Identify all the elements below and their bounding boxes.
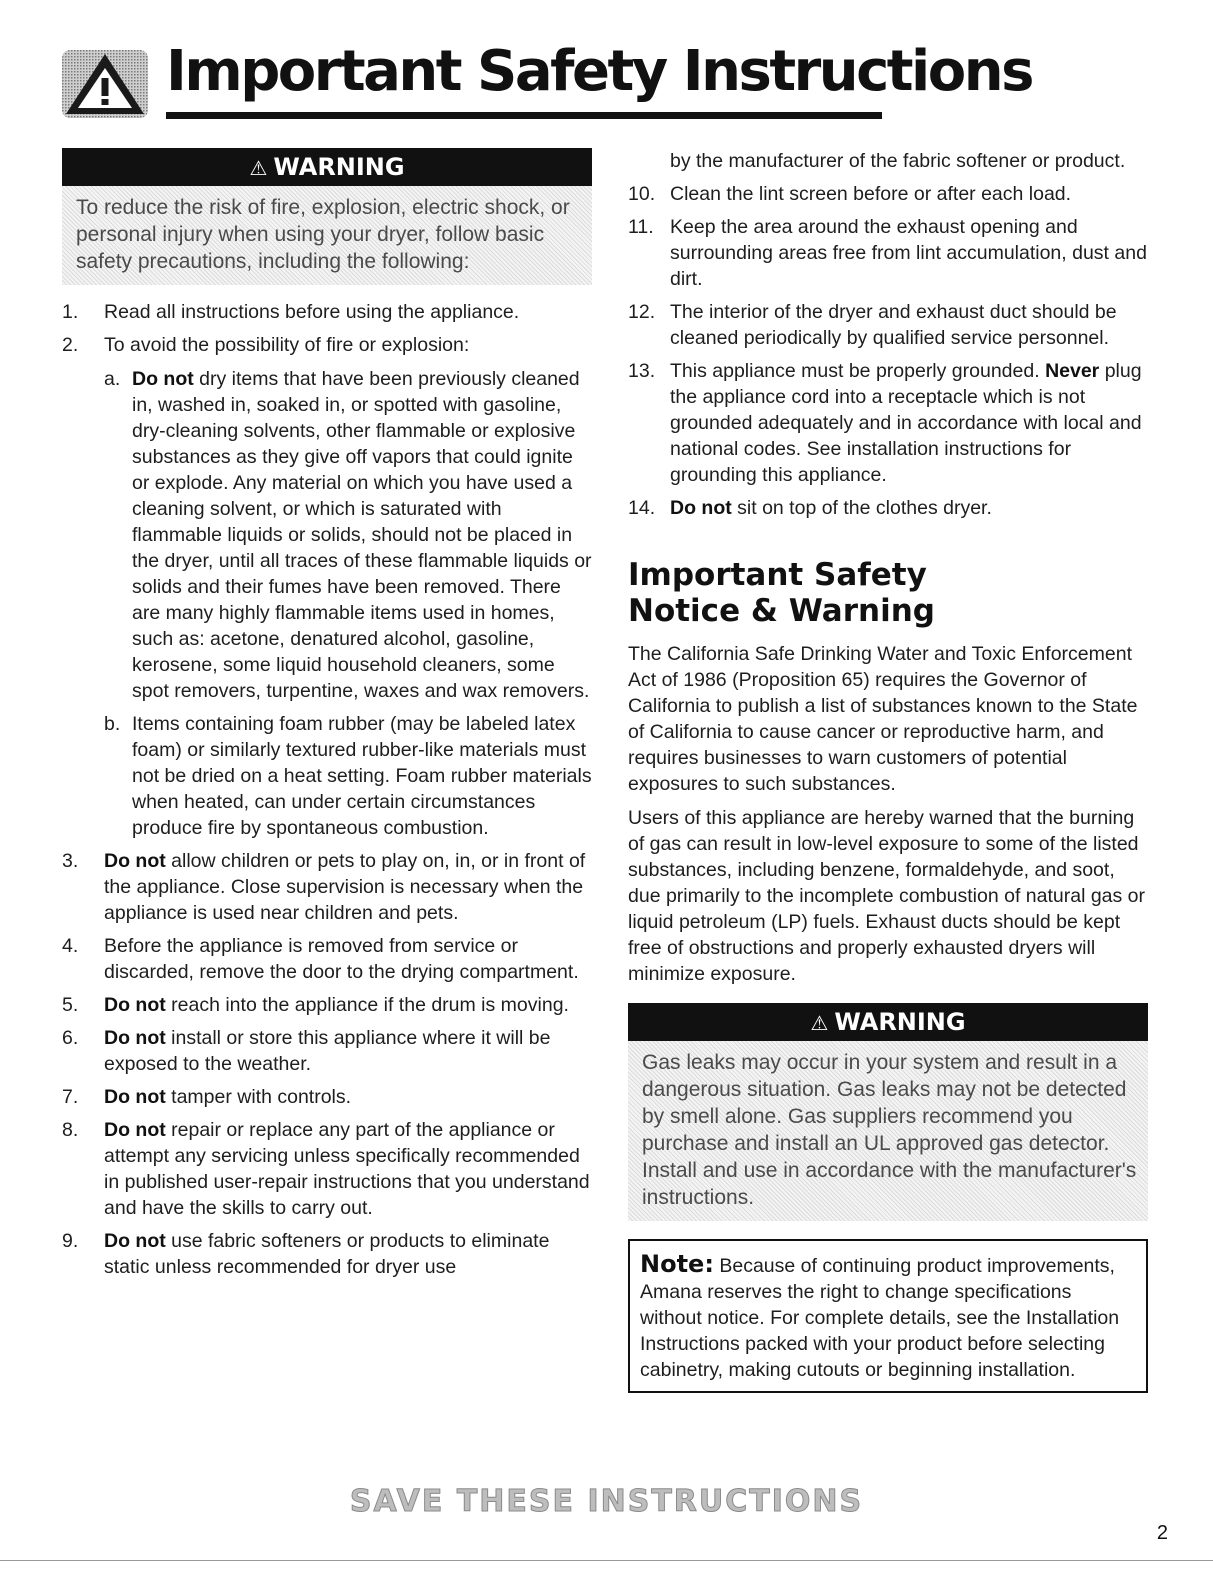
list-item: 7. Do not tamper with controls. (62, 1086, 352, 1108)
title-underline (166, 112, 882, 119)
list-item: 14. Do not sit on top of the clothes dryer. (628, 497, 992, 519)
warning-icon: ⚠ (810, 1011, 829, 1035)
notice-heading: Important Safety Notice & Warning (628, 557, 935, 629)
bottom-rule (0, 1560, 1213, 1561)
list-item: 5. Do not reach into the appliance if the drum is moving. (62, 994, 569, 1016)
list-item: 1. Read all instructions before using the appliance. (62, 301, 520, 323)
list-item: 9. Do not use fabric softeners or products to eliminate static unless recommended for dryer use (62, 1230, 550, 1278)
list-item: 2. To avoid the possibility of fire or explosion: a. Do not dry items that have been previously cleaned in, washed in, soaked in, or spotted with gasoline, dry-cleaning solvents, other flammable or explosive substances as they give off vapors that could ignite or explode. Any material on which you have used a cleaning solvent, or which is saturated with flammable liquids or solids, should not be placed in the dryer, until all traces of these flammable liquids or solids and their fumes have been removed. There are many highly flammable items used in homes, such as: acetone, denatured alcohol, gasoline, kerosene, some liquid household cleaners, some spot removers, turpentine, waxes and wax removers. b. Items containing foam rubber (may be labeled latex foam) or similarly textured rubber-like materials must not be dried on a heat setting. Foam rubber materials when heated, can under certain circumstances produce fire by spontaneous combustion. (62, 334, 592, 839)
list-item: 11. Keep the area around the exhaust opening and surrounding areas free from lint accumulation, dust and dirt. (628, 216, 1147, 290)
prop65-paragraph: The California Safe Drinking Water and Toxic Enforcement Act of 1986 (Proposition 65) requires the Governor of California to publish a list of substances known to the State of California to cause cancer or reproductive harm, and requires businesses to warn customers of potential exposures to such substances. (628, 643, 1138, 795)
warning-triangle-icon (62, 50, 148, 118)
list-continuation: by the manufacturer of the fabric softener or product. (670, 150, 1126, 172)
warning-text: Gas leaks may occur in your system and result in a dangerous situation. Gas leaks may not be detected by smell alone. Gas suppliers recommend you purchase and install an UL approved gas detector. Install and use in accordance with the manufacturer's instructions. (628, 1041, 1148, 1221)
note-label: Note: (640, 1250, 714, 1278)
right-column (628, 148, 1148, 1393)
instruction-list (62, 299, 592, 1280)
warning-icon: ⚠ (249, 156, 268, 180)
warning-heading: ⚠ WARNING (62, 148, 592, 186)
list-item: 3. Do not allow children or pets to play on, in, or in front of the appliance. Close supervision is necessary when the appliance is used near children and pets. (62, 850, 586, 924)
sub-list (104, 366, 592, 841)
list-item: 6. Do not install or store this appliance where it will be exposed to the weather. (62, 1027, 551, 1075)
list-item: 8. Do not repair or replace any part of the appliance or attempt any servicing unless specifically recommended in published user-repair instructions that you understand and have the skills to carry out. (62, 1119, 590, 1219)
left-column (62, 148, 592, 1287)
save-instructions-banner: SAVE THESE INSTRUCTIONS (349, 1484, 864, 1519)
sub-list-item: b. Items containing foam rubber (may be labeled latex foam) or similarly textured rubber-like materials must not be dried on a heat setting. Foam rubber materials when heated, can under certain circumstances produce fire by spontaneous combustion. (104, 713, 592, 839)
sub-list-item: a. Do not dry items that have been previously cleaned in, washed in, soaked in, or spotted with gasoline, dry-cleaning solvents, other flammable or explosive substances as they give off vapors that could ignite or explode. Any material on which you have used a cleaning solvent, or which is saturated with flammable liquids or solids, should not be placed in the dryer, until all traces of these flammable liquids or solids and their fumes have been removed. There are many highly flammable items used in homes, such as: acetone, denatured alcohol, gasoline, kerosene, some liquid household cleaners, some spot removers, turpentine, waxes and wax removers. (104, 368, 592, 702)
list-item: 10. Clean the lint screen before or after each load. (628, 183, 1072, 205)
warning-box (62, 148, 592, 285)
warning-heading: ⚠ WARNING (628, 1003, 1148, 1041)
list-item: 12. The interior of the dryer and exhaust duct should be cleaned periodically by qualified service personnel. (628, 301, 1117, 349)
list-item: 4. Before the appliance is removed from service or discarded, remove the door to the drying compartment. (62, 935, 579, 983)
instruction-list-continued (628, 181, 1148, 521)
warning-text: To reduce the risk of fire, explosion, electric shock, or personal injury when using your dryer, follow basic safety precautions, including the following: (62, 186, 592, 285)
page-title: Important Safety Instructions (166, 39, 1032, 104)
note-text: Because of continuing product improvements, Amana reserves the right to change specifications without notice. For complete details, see the Installation Instructions packed with your product before selecting cabinetry, making cutouts or beginning installation. (640, 1255, 1120, 1381)
list-item: 13. This appliance must be properly grounded. Never plug the appliance cord into a receptacle which is not grounded adequately and in accordance with local and national codes. See installation instructions for grounding this appliance. (628, 360, 1142, 486)
header (62, 30, 1032, 126)
note-box (628, 1239, 1148, 1393)
exposure-paragraph: Users of this appliance are hereby warned that the burning of gas can result in low-level exposure to some of the listed substances, including benzene, formaldehyde, and soot, due primarily to the incomplete combustion of natural gas or liquid petroleum (LP) fuels. Exhaust ducts should be kept free of obstructions and properly exhausted dryers will minimize exposure. (628, 807, 1146, 985)
page-number: 2 (1156, 1522, 1168, 1544)
gas-warning-box (628, 1003, 1148, 1221)
